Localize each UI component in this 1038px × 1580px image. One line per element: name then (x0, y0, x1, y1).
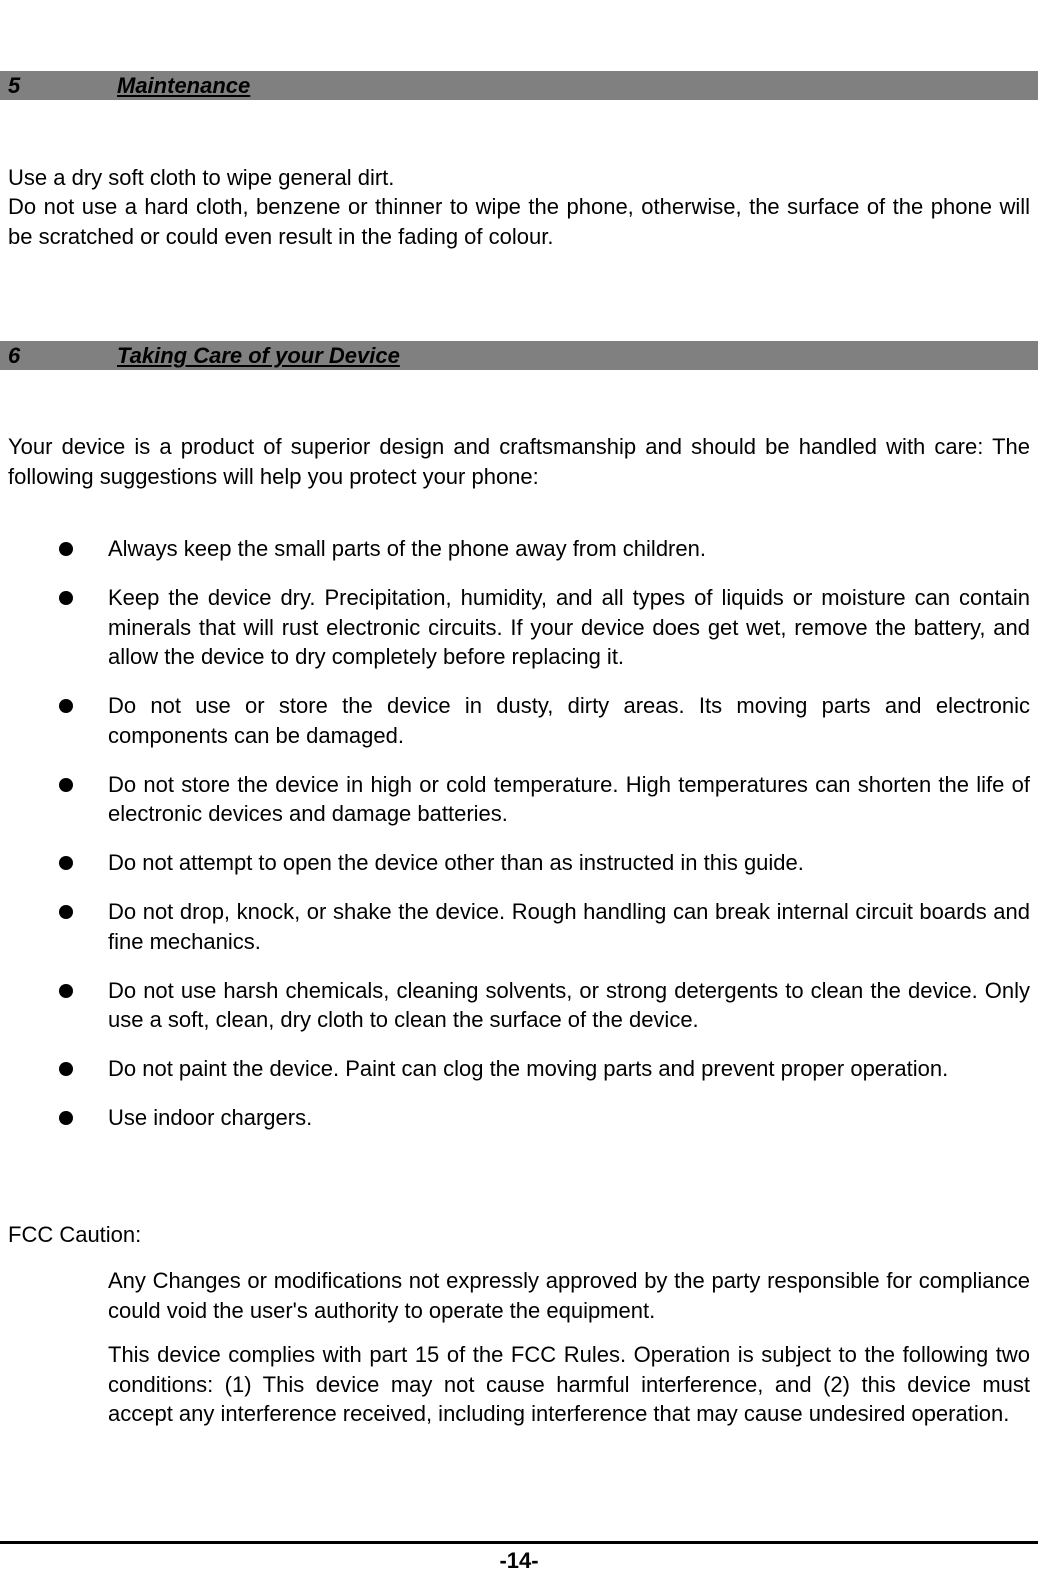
list-item-text: Do not attempt to open the device other than as instructed in this guide. (108, 850, 804, 875)
list-item (0, 976, 1030, 1035)
bullet-icon (59, 856, 73, 870)
list-item-text: Use indoor chargers. (108, 1105, 313, 1130)
list-item (0, 583, 1030, 672)
page-number: -14- (499, 1548, 539, 1573)
fcc-caution-title: FCC Caution: (8, 1222, 142, 1247)
section-number: 6 (8, 343, 21, 368)
list-item-text: Do not paint the device. Paint can clog the moving parts and prevent proper operation. (108, 1056, 949, 1081)
bullet-icon (59, 699, 73, 713)
list-item-text: Keep the device dry. Precipitation, humidity, and all types of liquids or moisture can contain minerals that will rust electronic circuits. If your device does get wet, remove the battery, and allow the device to dry completely before replacing it. (108, 585, 1030, 669)
bullet-icon (59, 542, 73, 556)
bullet-icon (59, 591, 73, 605)
bullet-icon (59, 1062, 73, 1076)
list-item-text: Do not use or store the device in dusty, dirty areas. Its moving parts and electronic components can be damaged. (108, 693, 1030, 748)
list-item (0, 691, 1030, 750)
list-item (0, 848, 1030, 878)
bullet-icon (59, 984, 73, 998)
list-item (0, 897, 1030, 956)
bullet-icon (59, 778, 73, 792)
section-title: Maintenance (117, 73, 251, 98)
footer-divider (0, 1541, 1038, 1544)
section-header-taking-care (0, 341, 1038, 370)
list-item (0, 534, 1030, 564)
list-item (0, 1054, 1030, 1084)
care-suggestions-list (0, 534, 1030, 1152)
list-item-text: Always keep the small parts of the phone away from children. (108, 536, 706, 561)
list-item (0, 1103, 1030, 1133)
section-header-maintenance (0, 71, 1038, 100)
maintenance-paragraph-2: Do not use a hard cloth, benzene or thinner to wipe the phone, otherwise, the surface of the phone will be scratched or could even result in the fading of colour. (8, 194, 1030, 249)
bullet-icon (59, 905, 73, 919)
fcc-paragraph-1: Any Changes or modifications not expressly approved by the party responsible for compliance could void the user's authority to operate the equipment. (108, 1268, 1030, 1323)
fcc-paragraph-2: This device complies with part 15 of the FCC Rules. Operation is subject to the following two conditions: (1) This device may not cause harmful interference, and (2) this device must accept any interference received, including interference that may cause undesired operation. (108, 1342, 1030, 1426)
section-title: Taking Care of your Device (117, 343, 400, 368)
maintenance-paragraph-1: Use a dry soft cloth to wipe general dirt. (8, 165, 395, 190)
list-item (0, 770, 1030, 829)
list-item-text: Do not use harsh chemicals, cleaning solvents, or strong detergents to clean the device. Only use a soft, clean, dry cloth to clean the surface of the device. (108, 977, 1030, 1032)
section-number: 5 (8, 73, 21, 98)
list-item-text: Do not drop, knock, or shake the device. Rough handling can break internal circuit boards and fine mechanics. (108, 899, 1030, 954)
list-item-text: Do not store the device in high or cold temperature. High temperatures can shorten the life of electronic devices and damage batteries. (108, 771, 1030, 826)
bullet-icon (59, 1111, 73, 1125)
taking-care-intro: Your device is a product of superior design and craftsmanship and should be handled with care: The following suggestions will help you protect your phone: (8, 434, 1030, 489)
